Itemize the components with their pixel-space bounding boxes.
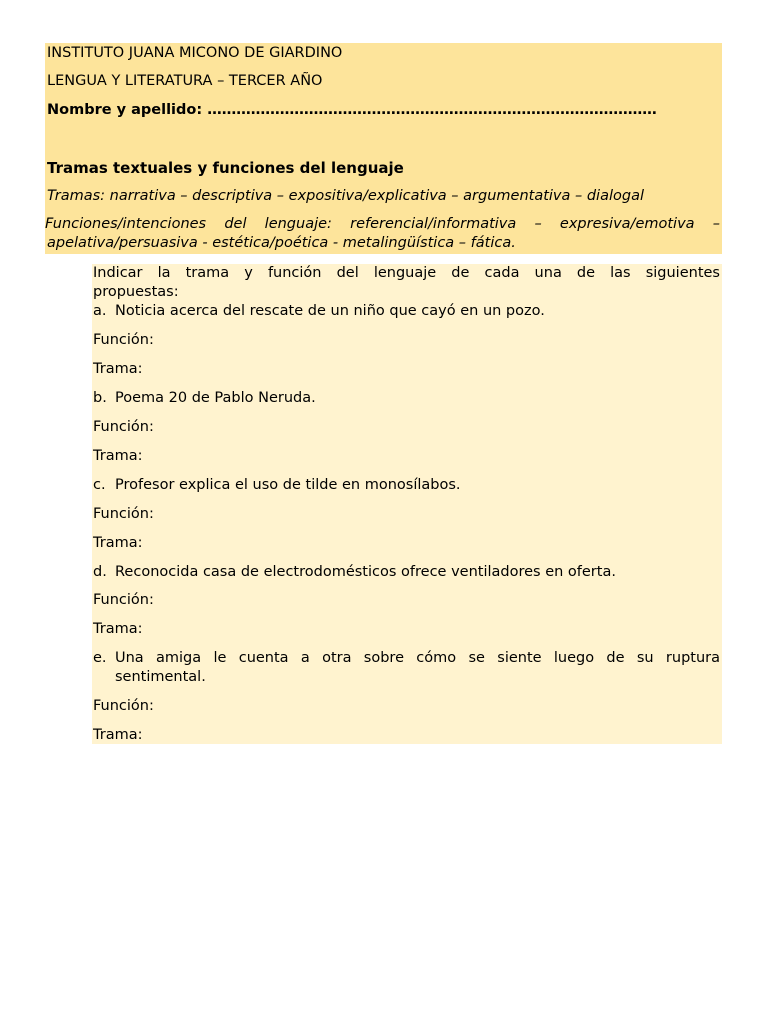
trama-label: Trama:: [93, 448, 143, 464]
item-text-continued: sentimental.: [115, 669, 206, 685]
item-letter: d.: [93, 564, 107, 580]
item-d: [93, 564, 616, 580]
funcion-label: Función:: [93, 332, 154, 348]
exercise-box: [92, 264, 722, 744]
item-text: Reconocida casa de electrodomésticos ofrece ventiladores en oferta.: [115, 564, 616, 580]
instruction-line2: propuestas:: [93, 284, 179, 300]
item-letter: b.: [93, 390, 107, 406]
tramas-list: Tramas: narrativa – descriptiva – expositiva/explicativa – argumentativa – dialogal: [47, 188, 644, 204]
item-c: [93, 477, 461, 493]
trama-label: Trama:: [93, 535, 143, 551]
funcion-label: Función:: [93, 698, 154, 714]
funcion-label: Función:: [93, 592, 154, 608]
item-text: Poema 20 de Pablo Neruda.: [115, 390, 316, 406]
institution-name: INSTITUTO JUANA MICONO DE GIARDINO: [47, 45, 343, 61]
item-text: Una amiga le cuenta a otra sobre cómo se siente luego de su ruptura: [115, 650, 720, 666]
course-name: LENGUA Y LITERATURA – TERCER AÑO: [47, 73, 323, 89]
trama-label: Trama:: [93, 361, 143, 377]
name-field-label: Nombre y apellido: …………………………………………………………………………………: [47, 102, 657, 118]
item-text: Profesor explica el uso de tilde en monosílabos.: [115, 477, 461, 493]
item-letter: a.: [93, 303, 107, 319]
item-b: [93, 390, 316, 406]
item-letter: e.: [93, 650, 107, 666]
funciones-list-line1: Funciones/intenciones del lenguaje: referencial/informativa – expresiva/emotiva –: [45, 216, 720, 232]
trama-label: Trama:: [93, 727, 143, 743]
funcion-label: Función:: [93, 506, 154, 522]
trama-label: Trama:: [93, 621, 143, 637]
instruction-line1: Indicar la trama y función del lenguaje de cada una de las siguientes: [93, 265, 720, 281]
item-letter: c.: [93, 477, 106, 493]
header-box: [45, 43, 722, 254]
worksheet-title: Tramas textuales y funciones del lenguaje: [47, 159, 404, 177]
item-a: [93, 303, 545, 319]
funcion-label: Función:: [93, 419, 154, 435]
funciones-list-line2: apelativa/persuasiva - estética/poética - metalingüística – fática.: [47, 235, 516, 251]
item-text: Noticia acerca del rescate de un niño que cayó en un pozo.: [115, 303, 545, 319]
